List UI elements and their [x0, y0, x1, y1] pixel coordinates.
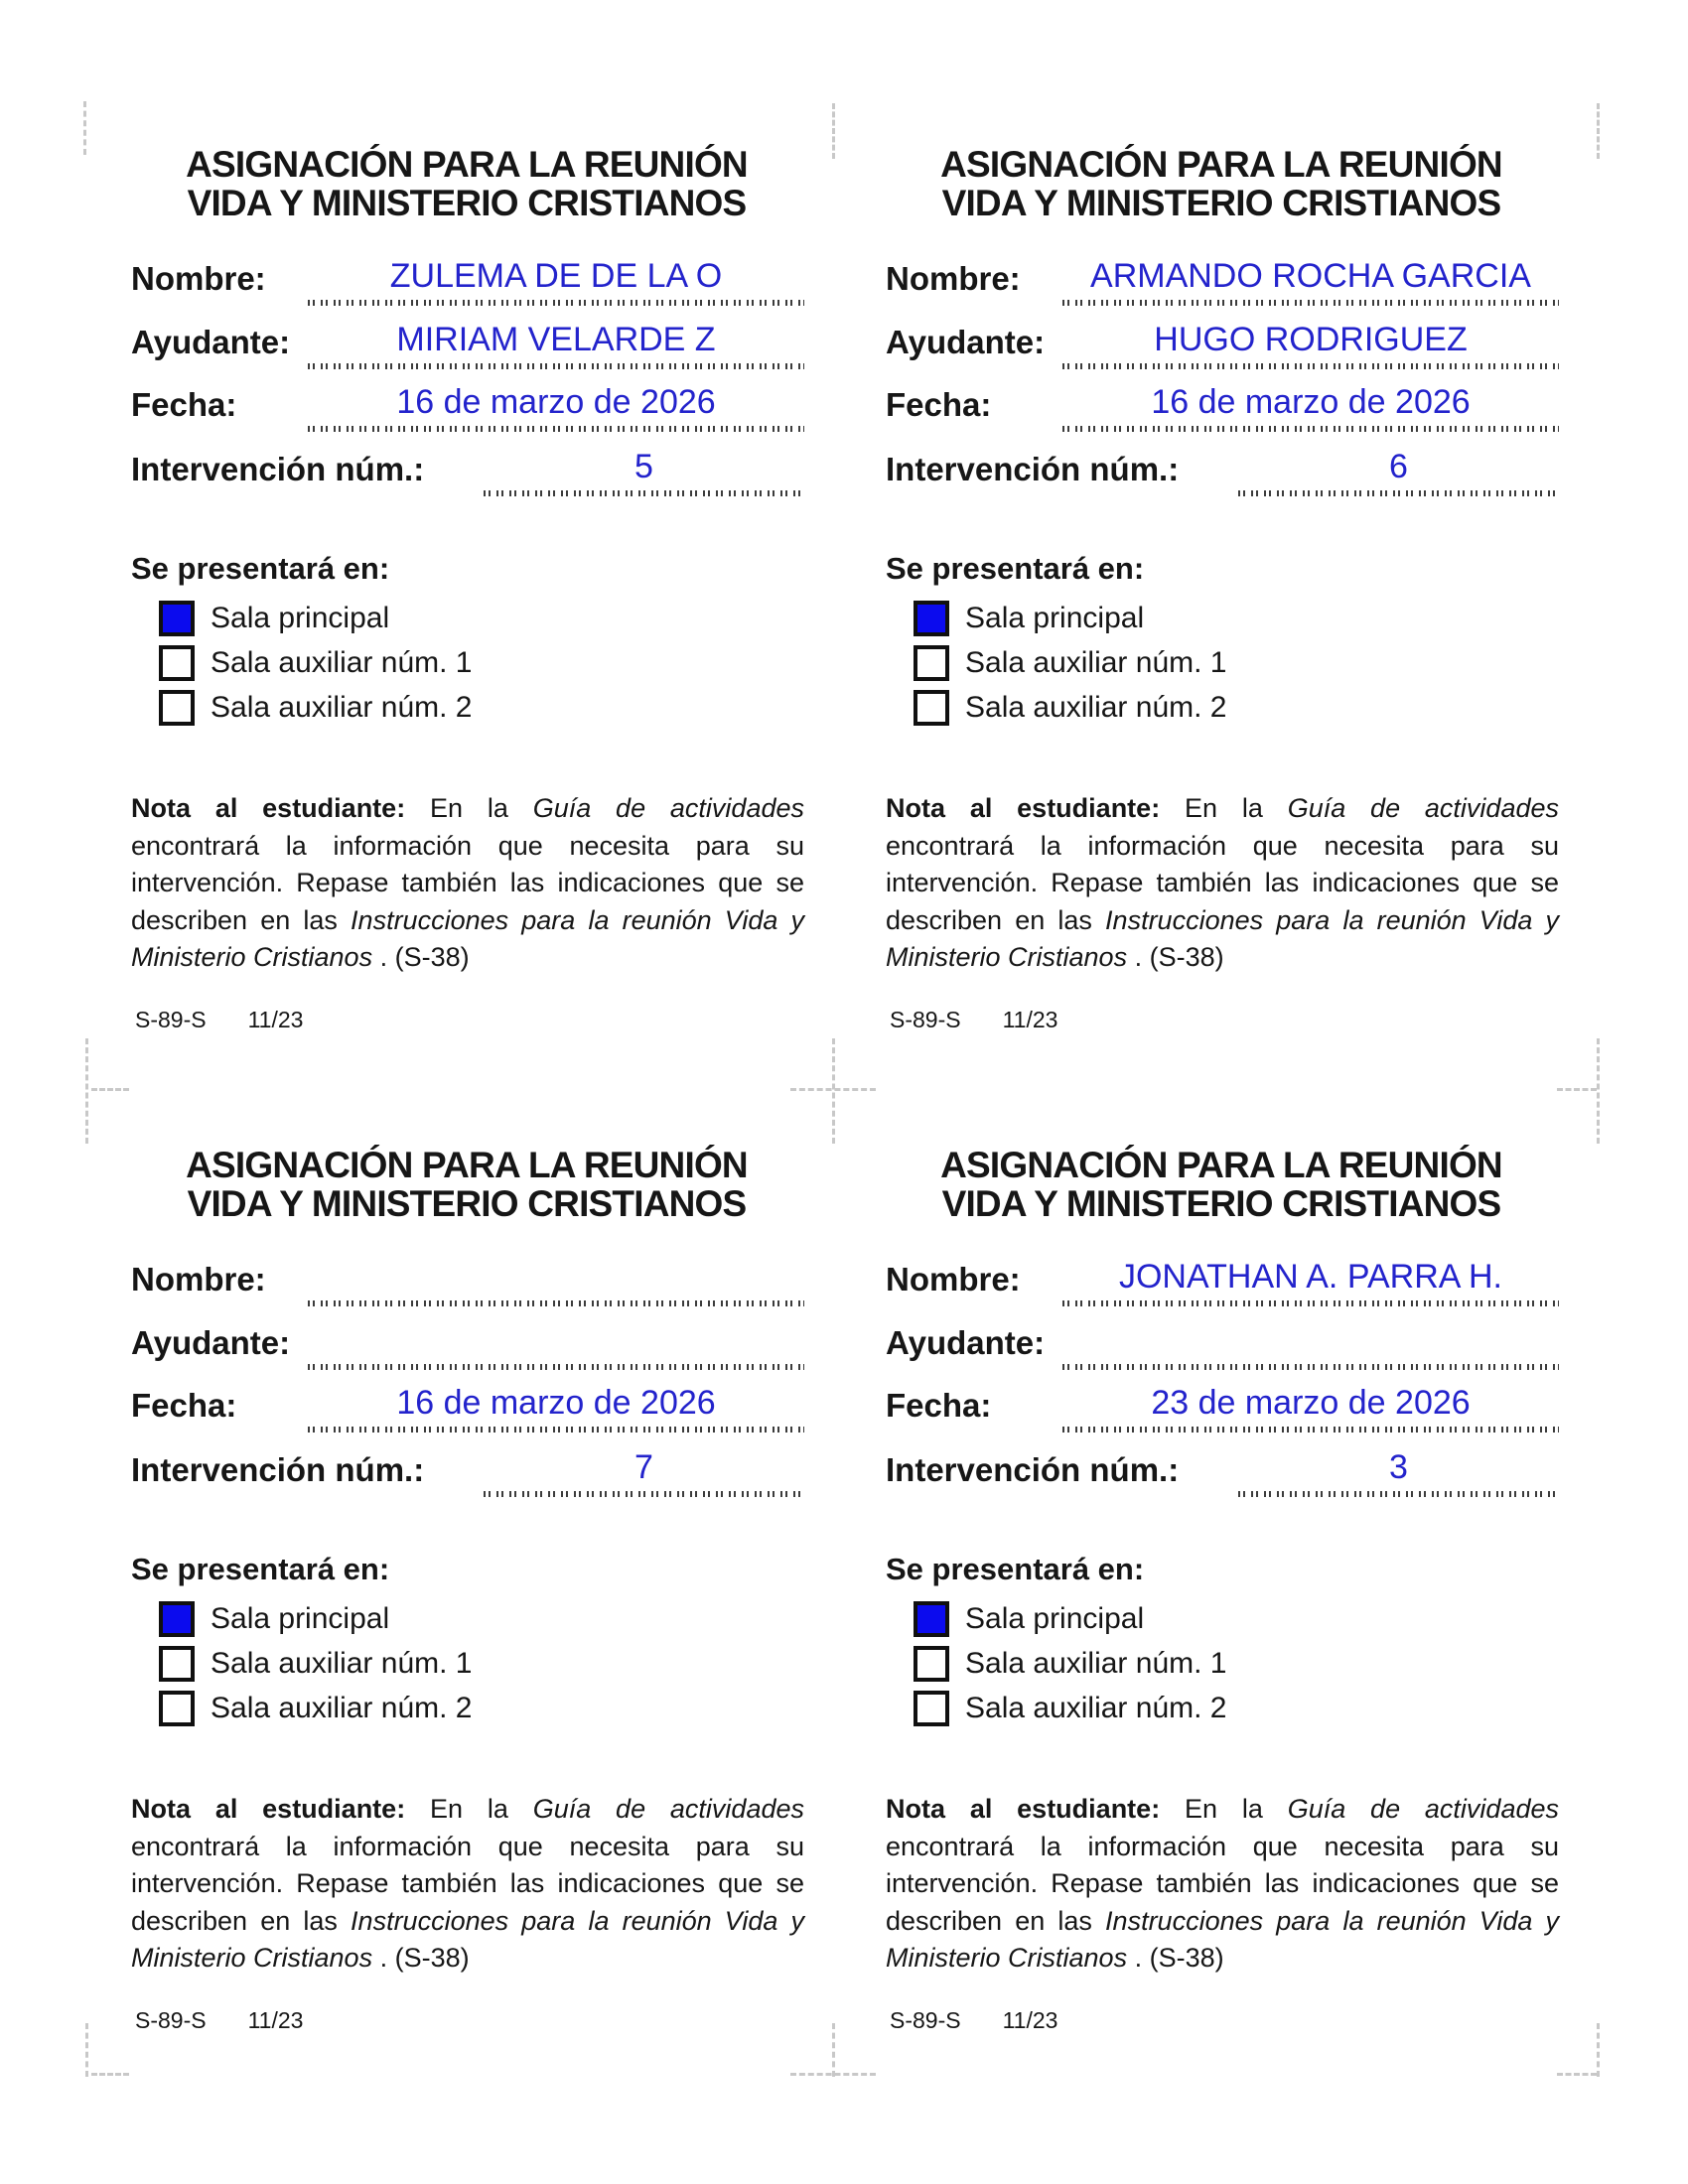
note-bold-prefix: Nota al estudiante:	[131, 1794, 406, 1824]
crop-mark	[1557, 2073, 1597, 2076]
dotted-underline	[1062, 300, 1559, 306]
room-label: Sala auxiliar núm. 2	[965, 690, 1227, 724]
room-label: Sala auxiliar núm. 1	[211, 645, 473, 679]
part-number-value: 3	[1389, 1448, 1408, 1486]
assistant-label: Ayudante:	[131, 324, 291, 360]
dotted-underline	[1062, 426, 1559, 432]
presentation-heading: Se presentará en:	[131, 551, 390, 586]
part-number-label: Intervención núm.:	[131, 1451, 425, 1488]
note-bold-prefix: Nota al estudiante:	[131, 793, 406, 823]
name-label: Nombre:	[131, 1261, 266, 1297]
note-text: encontrará la información que necesita para su intervención. Repase también las indicaciones que se describen en las	[131, 830, 804, 935]
checkbox-sala-principal[interactable]	[159, 1601, 195, 1637]
date-field[interactable]	[308, 376, 804, 432]
room-options	[914, 596, 1559, 730]
checkbox-sala-principal[interactable]	[914, 1601, 949, 1637]
room-options	[159, 596, 804, 730]
form-title-line2: VIDA Y MINISTERIO CRISTIANOS	[187, 183, 747, 223]
form-title-line2: VIDA Y MINISTERIO CRISTIANOS	[941, 1183, 1501, 1224]
presentation-heading: Se presentará en:	[131, 1552, 390, 1586]
dotted-underline	[484, 490, 804, 496]
name-value: JONATHAN A. PARRA H.	[1118, 1258, 1503, 1296]
note-text: En la	[1160, 1794, 1288, 1824]
room-label: Sala principal	[965, 601, 1145, 634]
checkbox-sala-auxiliar-2[interactable]	[159, 1691, 195, 1726]
note-bold-prefix: Nota al estudiante:	[886, 1794, 1161, 1824]
part-number-value: 5	[634, 448, 653, 485]
assistant-row	[886, 1314, 1559, 1370]
room-label: Sala auxiliar núm. 1	[965, 1646, 1227, 1680]
dotted-underline	[308, 363, 804, 369]
checkbox-sala-auxiliar-1[interactable]	[159, 1646, 195, 1682]
crop-mark	[790, 2073, 876, 2076]
note-text: En la	[405, 793, 533, 823]
note-text: . (S-38)	[372, 1943, 470, 1973]
note-italic-activity-guide: Guía de actividades	[532, 1794, 804, 1824]
dotted-underline	[1062, 1300, 1559, 1306]
part-number-label: Intervención núm.:	[886, 1451, 1180, 1488]
room-label: Sala auxiliar núm. 2	[965, 1691, 1227, 1724]
part-number-label: Intervención núm.:	[886, 451, 1180, 487]
date-value: 16 de marzo de 2026	[396, 1384, 716, 1422]
part-number-field[interactable]	[484, 441, 804, 496]
note-text: . (S-38)	[372, 942, 470, 972]
form-title	[129, 145, 804, 222]
dotted-underline	[1062, 1427, 1559, 1433]
form-title	[884, 145, 1559, 222]
name-value: ZULEMA DE DE LA O	[389, 257, 723, 295]
note-text: En la	[405, 1794, 533, 1824]
dotted-underline	[308, 300, 804, 306]
form-title	[884, 1146, 1559, 1223]
dotted-underline	[1238, 1491, 1559, 1497]
room-label: Sala auxiliar núm. 2	[211, 690, 473, 724]
part-number-field[interactable]	[1238, 441, 1559, 496]
date-row	[131, 1377, 804, 1433]
presentation-heading: Se presentará en:	[886, 551, 1145, 586]
form-version: 11/23	[1002, 1007, 1058, 1032]
dotted-underline	[1062, 1364, 1559, 1370]
form-title-line1: ASIGNACIÓN PARA LA REUNIÓN	[186, 144, 748, 185]
note-text: encontrará la información que necesita para su intervención. Repase también las indicaciones que se describen en las	[886, 830, 1559, 935]
room-label: Sala principal	[211, 601, 390, 634]
part-number-row	[131, 441, 804, 496]
date-label: Fecha:	[131, 386, 237, 423]
room-option-aux-2[interactable]	[914, 685, 1559, 730]
checkbox-sala-principal[interactable]	[914, 601, 949, 636]
checkbox-sala-auxiliar-2[interactable]	[159, 690, 195, 726]
form-code: S-89-S	[135, 2007, 207, 2033]
form-title-line2: VIDA Y MINISTERIO CRISTIANOS	[941, 183, 1501, 223]
form-title-line2: VIDA Y MINISTERIO CRISTIANOS	[187, 1183, 747, 1224]
student-note	[131, 790, 804, 977]
dotted-underline	[308, 1427, 804, 1433]
part-number-value: 7	[634, 1448, 653, 1486]
checkbox-sala-auxiliar-1[interactable]	[914, 645, 949, 681]
date-field[interactable]	[1062, 376, 1559, 432]
date-value: 16 de marzo de 2026	[396, 383, 716, 421]
room-option-main-hall[interactable]	[159, 596, 804, 640]
assignment-slip	[884, 1100, 1559, 2093]
dotted-underline	[484, 1491, 804, 1497]
note-italic-instructions: Instrucciones para la reunión Vida y Ministerio Cristianos	[131, 1905, 804, 1973]
note-italic-instructions: Instrucciones para la reunión Vida y Ministerio Cristianos	[131, 904, 804, 972]
room-option-aux-1[interactable]	[914, 640, 1559, 685]
room-label: Sala principal	[211, 1601, 390, 1635]
name-row	[131, 250, 804, 306]
note-bold-prefix: Nota al estudiante:	[886, 793, 1161, 823]
room-label: Sala auxiliar núm. 2	[211, 1691, 473, 1724]
date-label: Fecha:	[131, 1387, 237, 1424]
checkbox-sala-auxiliar-1[interactable]	[914, 1646, 949, 1682]
part-number-field[interactable]	[1238, 1441, 1559, 1497]
assistant-field[interactable]	[1062, 1314, 1559, 1370]
assistant-row	[131, 314, 804, 369]
dotted-underline	[1062, 363, 1559, 369]
student-note	[886, 790, 1559, 977]
room-label: Sala auxiliar núm. 1	[965, 645, 1227, 679]
name-value: ARMANDO ROCHA GARCIA	[1090, 257, 1531, 295]
part-number-label: Intervención núm.:	[131, 451, 425, 487]
part-number-row	[886, 441, 1559, 496]
form-title-line1: ASIGNACIÓN PARA LA REUNIÓN	[186, 1145, 748, 1185]
date-label: Fecha:	[886, 386, 992, 423]
assistant-field[interactable]	[308, 314, 804, 369]
assistant-value: HUGO RODRIGUEZ	[1154, 321, 1468, 358]
room-option-main-hall[interactable]	[914, 1596, 1559, 1641]
name-field[interactable]	[1062, 250, 1559, 306]
crop-mark	[790, 1088, 876, 1091]
date-row	[131, 376, 804, 432]
note-italic-activity-guide: Guía de actividades	[1287, 1794, 1559, 1824]
form-footer	[890, 1007, 1057, 1033]
form-code: S-89-S	[890, 1007, 961, 1032]
crop-mark	[91, 2073, 129, 2076]
student-note	[131, 1791, 804, 1978]
note-text: . (S-38)	[1127, 942, 1224, 972]
crop-mark	[85, 2023, 88, 2077]
form-title	[129, 1146, 804, 1223]
form-title-line1: ASIGNACIÓN PARA LA REUNIÓN	[940, 1145, 1502, 1185]
room-option-aux-2[interactable]	[914, 1686, 1559, 1730]
crop-mark	[832, 2023, 835, 2077]
name-field[interactable]	[308, 1251, 804, 1306]
form-version: 11/23	[1002, 2007, 1058, 2033]
crop-mark	[1597, 2023, 1600, 2077]
student-note	[886, 1791, 1559, 1978]
note-text: encontrará la información que necesita para su intervención. Repase también las indicaciones que se describen en las	[131, 1831, 804, 1936]
room-label: Sala principal	[965, 1601, 1145, 1635]
note-italic-activity-guide: Guía de actividades	[532, 793, 804, 823]
assistant-label: Ayudante:	[886, 324, 1046, 360]
part-number-row	[131, 1441, 804, 1497]
note-text: En la	[1160, 793, 1288, 823]
note-italic-instructions: Instrucciones para la reunión Vida y Ministerio Cristianos	[886, 1905, 1559, 1973]
name-field[interactable]	[1062, 1251, 1559, 1306]
assistant-field[interactable]	[308, 1314, 804, 1370]
name-row	[886, 1251, 1559, 1306]
dotted-underline	[308, 1364, 804, 1370]
date-value: 16 de marzo de 2026	[1151, 383, 1471, 421]
checkbox-sala-auxiliar-2[interactable]	[914, 690, 949, 726]
presentation-heading: Se presentará en:	[886, 1552, 1145, 1586]
date-label: Fecha:	[886, 1387, 992, 1424]
room-option-aux-1[interactable]	[159, 1641, 804, 1686]
dotted-underline	[308, 426, 804, 432]
room-option-aux-2[interactable]	[159, 1686, 804, 1730]
name-label: Nombre:	[886, 260, 1021, 297]
date-row	[886, 1377, 1559, 1433]
name-row	[886, 250, 1559, 306]
part-number-field[interactable]	[484, 1441, 804, 1497]
assistant-label: Ayudante:	[131, 1324, 291, 1361]
name-field[interactable]	[308, 250, 804, 306]
note-text: . (S-38)	[1127, 1943, 1224, 1973]
part-number-row	[886, 1441, 1559, 1497]
crop-mark	[1557, 1088, 1597, 1091]
assistant-row	[886, 314, 1559, 369]
form-code: S-89-S	[890, 2007, 961, 2033]
crop-mark	[1597, 103, 1600, 159]
checkbox-sala-auxiliar-2[interactable]	[914, 1691, 949, 1726]
date-row	[886, 376, 1559, 432]
assignment-slip	[129, 1100, 804, 2093]
name-label: Nombre:	[886, 1261, 1021, 1297]
room-option-aux-1[interactable]	[159, 640, 804, 685]
assignment-slip	[129, 99, 804, 1092]
room-option-aux-2[interactable]	[159, 685, 804, 730]
form-footer	[890, 2007, 1057, 2034]
assistant-field[interactable]	[1062, 314, 1559, 369]
crop-mark	[1597, 1038, 1600, 1144]
room-option-main-hall[interactable]	[914, 596, 1559, 640]
name-label: Nombre:	[131, 260, 266, 297]
form-footer	[135, 1007, 303, 1033]
dotted-underline	[1238, 490, 1559, 496]
date-field[interactable]	[1062, 1377, 1559, 1433]
room-option-main-hall[interactable]	[159, 1596, 804, 1641]
room-label: Sala auxiliar núm. 1	[211, 1646, 473, 1680]
crop-mark	[85, 1038, 88, 1144]
crop-mark	[83, 101, 86, 155]
part-number-value: 6	[1389, 448, 1408, 485]
form-title-line1: ASIGNACIÓN PARA LA REUNIÓN	[940, 144, 1502, 185]
crop-mark	[832, 103, 835, 159]
room-option-aux-1[interactable]	[914, 1641, 1559, 1686]
checkbox-sala-principal[interactable]	[159, 601, 195, 636]
dotted-underline	[308, 1300, 804, 1306]
form-code: S-89-S	[135, 1007, 207, 1032]
date-field[interactable]	[308, 1377, 804, 1433]
note-italic-instructions: Instrucciones para la reunión Vida y Ministerio Cristianos	[886, 904, 1559, 972]
checkbox-sala-auxiliar-1[interactable]	[159, 645, 195, 681]
crop-mark	[91, 1088, 129, 1091]
form-footer	[135, 2007, 303, 2034]
note-text: encontrará la información que necesita para su intervención. Repase también las indicaciones que se describen en las	[886, 1831, 1559, 1936]
form-version: 11/23	[247, 1007, 304, 1032]
name-row	[131, 1251, 804, 1306]
room-options	[159, 1596, 804, 1730]
form-version: 11/23	[247, 2007, 304, 2033]
assistant-label: Ayudante:	[886, 1324, 1046, 1361]
crop-mark	[832, 1038, 835, 1144]
room-options	[914, 1596, 1559, 1730]
assignment-slip	[884, 99, 1559, 1092]
assistant-value: MIRIAM VELARDE Z	[396, 321, 716, 358]
date-value: 23 de marzo de 2026	[1151, 1384, 1471, 1422]
assistant-row	[131, 1314, 804, 1370]
note-italic-activity-guide: Guía de actividades	[1287, 793, 1559, 823]
